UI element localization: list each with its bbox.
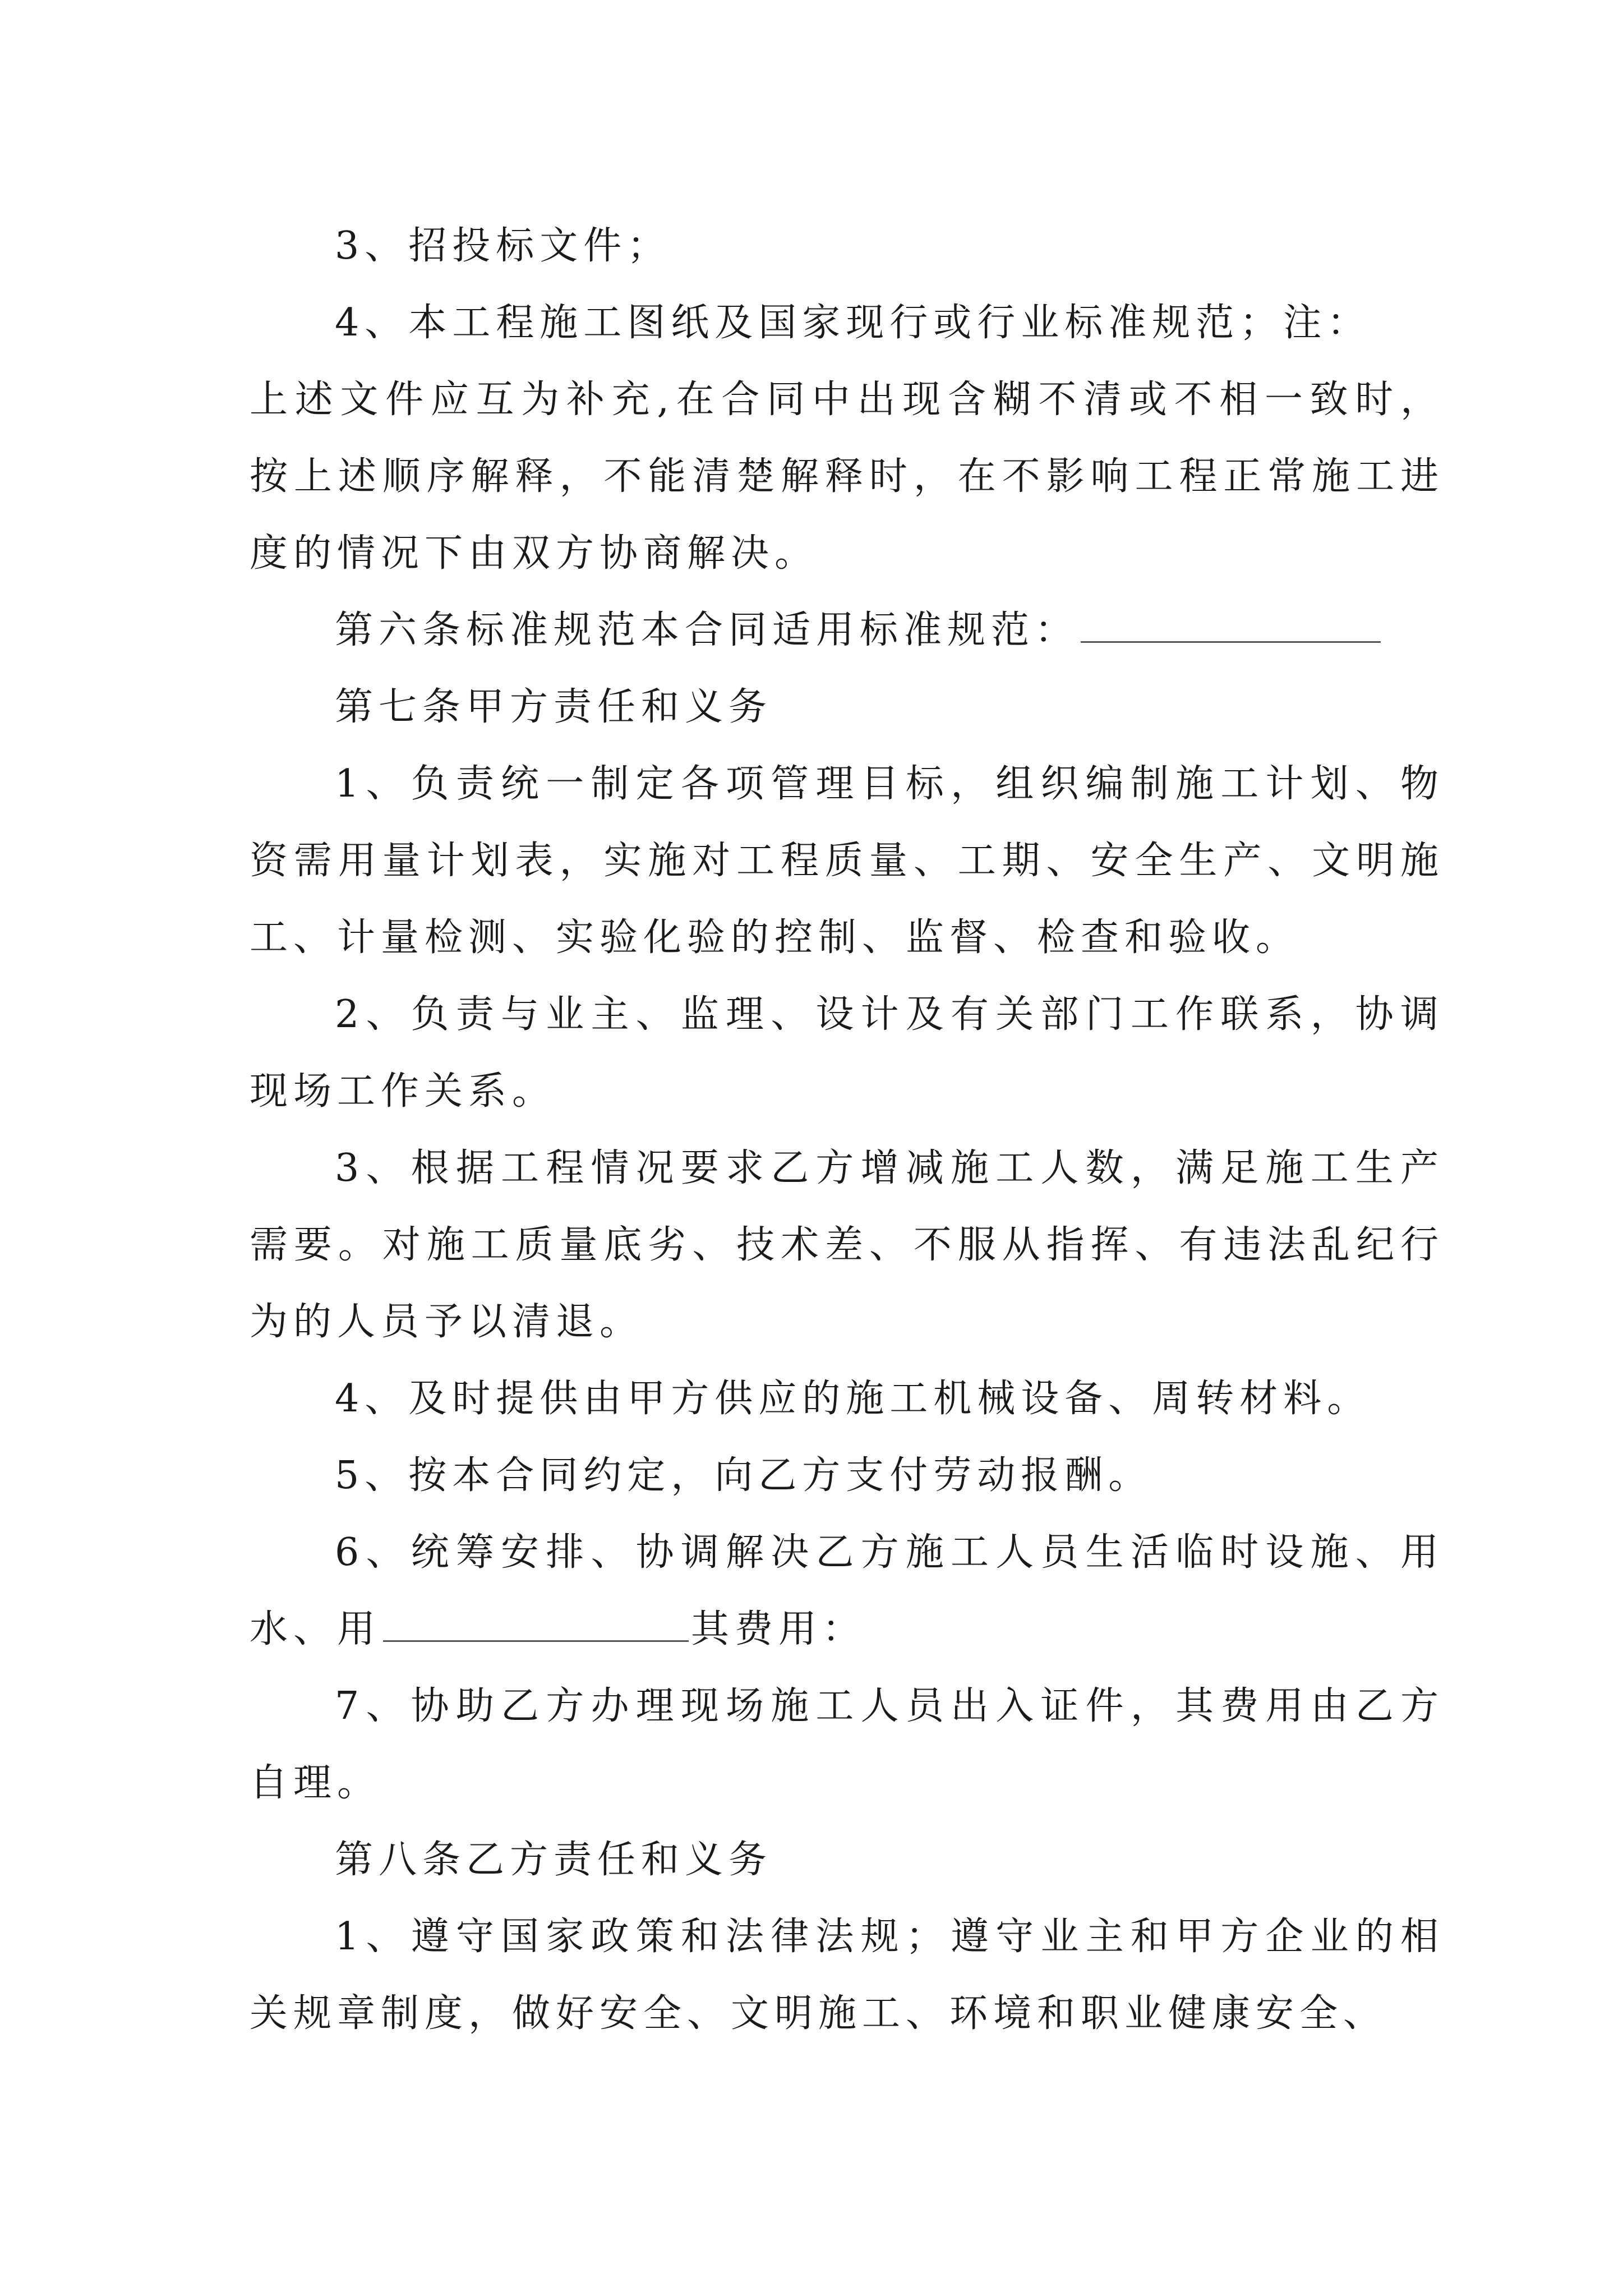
party-a-duty-3: 3、根据工程情况要求乙方增减施工人数，满足施工生产需要。对施工质量底劣、技术差、不服从指挥、有违法乱纪行为的人员予以清退。 [250,1146,1444,1344]
party-a-duty-7: 7、协助乙方办理现场施工人员出入证件，其费用由乙方自理。 [250,1684,1444,1805]
article-eight-heading: 第八条乙方责任和义务 [335,1838,773,1882]
party-a-duty-6-tail: 其费用： [691,1607,866,1651]
party-a-duty-6-text: 6、统筹安排、协调解决乙方施工人员生活临时设施、用水、用 [250,1530,1444,1651]
party-a-duty-4: 4、及时提供由甲方供应的施工机械设备、周转材料。 [335,1377,1371,1421]
article-seven-heading: 第七条甲方责任和义务 [335,685,773,729]
party-a-duty-2: 2、负责与业主、监理、设计及有关部门工作联系，协调现场工作关系。 [250,992,1444,1114]
party-a-duty-5: 5、按本合同约定，向乙方支付劳动报酬。 [335,1453,1152,1498]
contract-text [250,208,1444,2052]
paragraph-interpretation-note: 上述文件应互为补充,在合同中出现含糊不清或不相一致时，按上述顺序解释，不能清楚解释时，在不影响工程正常施工进度的情况下由双方协商解决。 [250,378,1444,576]
blank-standards-line [1081,641,1381,643]
blank-utility-line [383,1640,689,1642]
party-a-duty-1: 1、负责统一制定各项管理目标，组织编制施工计划、物资需用量计划表，实施对工程质量、工期、安全生产、文明施工、计量检测、实验化验的控制、监督、检查和验收。 [250,762,1444,960]
paragraph-drawings-standards: 4、本工程施工图纸及国家现行或行业标准规范；注： [335,301,1371,345]
article-six-standards [250,592,1444,669]
paragraph-tender-documents: 3、招投标文件； [335,224,671,268]
party-b-duty-1: 1、遵守国家政策和法律法规；遵守业主和甲方企业的相关规章制度，做好安全、文明施工、环境和职业健康安全、 [250,1915,1444,2036]
article-six-text: 第六条标准规范本合同适用标准规范： [335,608,1079,652]
party-a-duty-6 [250,1514,1444,1668]
